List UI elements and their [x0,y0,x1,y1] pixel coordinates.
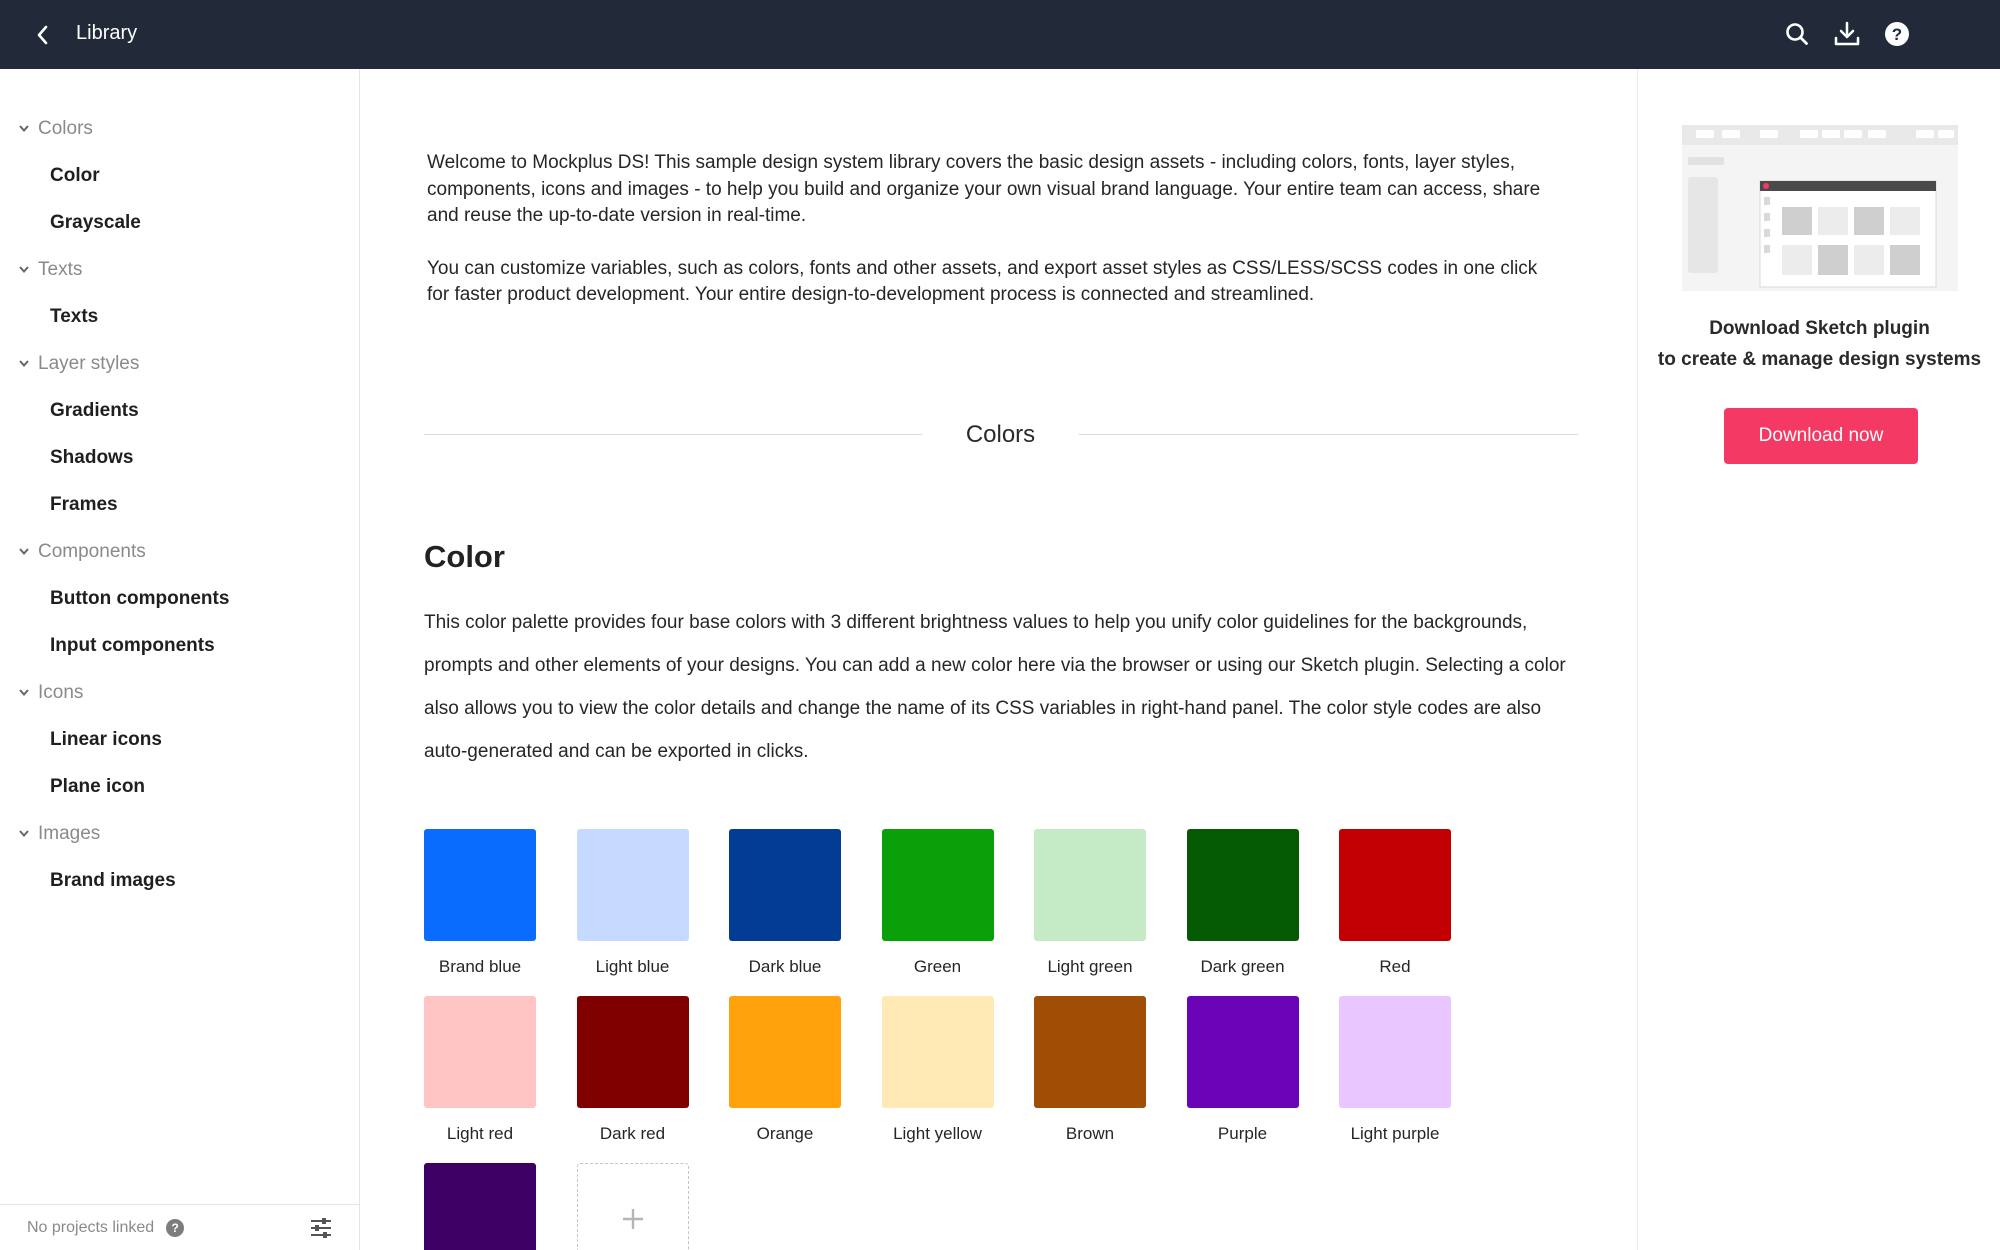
group-label: Texts [38,258,83,280]
swatch-label: Red [1379,957,1411,976]
swatch-label: Green [913,957,962,976]
right-panel [1637,69,2000,1250]
intro-text [427,150,1547,309]
swatch-chip [1339,996,1451,1108]
plugin-promo-title [1638,313,2000,375]
group-layer-styles[interactable] [0,340,359,387]
swatch-chip [1187,829,1299,941]
sidebar-item-linear-icons[interactable]: Linear icons [50,729,162,750]
color-swatch[interactable] [424,996,536,1144]
help-icon[interactable]: ? [166,1219,184,1237]
svg-text:?: ? [1891,25,1903,44]
group-label: Components [38,540,146,562]
swatch-chip [729,996,841,1108]
swatch-label: Brand blue [438,957,522,976]
swatch-label: Light purple [1350,1124,1440,1143]
swatch-chip [577,829,689,941]
section-title: Colors [965,421,1036,448]
sidebar-item-color[interactable]: Color [50,165,100,186]
swatch-label: Dark green [1200,957,1285,976]
group-label: Layer styles [38,352,140,374]
intro-paragraph: Welcome to Mockplus DS! This sample design system library covers the basic design assets - including colors, fonts, layer styles, components, icons and images - to help you build and organize your own visual brand language. Your entire team can access, share and reuse the up-to-date version in real-time. [427,152,1541,226]
sidebar-item-input-components[interactable]: Input components [50,635,215,656]
page-title: Library [76,22,138,44]
color-swatch[interactable] [424,1163,536,1250]
swatch-chip [1034,996,1146,1108]
group-label: Colors [38,117,93,139]
divider-line [424,434,922,435]
group-components[interactable] [0,528,359,575]
sidebar-nav [0,69,359,904]
chevron-down-icon [18,828,30,840]
group-images[interactable] [0,810,359,857]
divider-line [1079,434,1578,435]
color-swatch[interactable] [882,829,994,977]
swatch-chip [1187,996,1299,1108]
color-swatch[interactable] [577,996,689,1144]
chevron-down-icon [18,123,30,135]
sidebar [0,69,360,1250]
chevron-down-icon [18,358,30,370]
add-color-button[interactable] [577,1163,689,1250]
color-swatch[interactable] [882,996,994,1144]
sketch-plugin-illustration [1682,125,1958,291]
color-swatch[interactable] [1339,829,1451,977]
download-icon[interactable] [1832,18,1862,50]
back-icon[interactable] [28,20,58,50]
sidebar-item-button-components[interactable]: Button components [50,588,230,609]
main-content [361,69,1637,1250]
swatch-chip [1034,829,1146,941]
swatch-chip [577,996,689,1108]
group-icons[interactable] [0,669,359,716]
color-swatch[interactable] [1187,996,1299,1144]
sidebar-item-gradients[interactable]: Gradients [50,400,139,421]
top-icons [1782,18,1912,50]
swatch-chip [424,1163,536,1250]
group-colors[interactable] [0,105,359,152]
color-swatch[interactable] [1187,829,1299,977]
sidebar-item-frames[interactable]: Frames [50,494,118,515]
swatch-label: Light blue [595,957,670,976]
chevron-down-icon [18,264,30,276]
projects-status: No projects linked [27,1218,155,1236]
sidebar-item-brand-images[interactable]: Brand images [50,870,176,891]
top-bar [0,0,2000,69]
color-swatch[interactable] [1034,996,1146,1144]
swatch-label: Light red [446,1124,514,1143]
color-swatch[interactable] [577,829,689,977]
plugin-promo-line: to create & manage design systems [1657,349,1982,370]
swatch-label: Dark red [599,1124,666,1143]
swatch-chip [729,829,841,941]
swatch-chip [882,829,994,941]
group-label: Images [38,822,101,844]
swatch-label: Light yellow [893,1124,982,1143]
plus-icon [577,1163,689,1250]
swatch-chip [882,996,994,1108]
color-heading: Color [424,539,505,574]
section-divider [424,419,1578,449]
group-texts[interactable] [0,246,359,293]
settings-sliders-icon[interactable] [309,1217,333,1239]
group-label: Icons [38,681,84,703]
color-swatch[interactable] [729,996,841,1144]
sidebar-footer [0,1204,359,1250]
color-swatch[interactable] [1034,829,1146,977]
swatch-chip [424,829,536,941]
color-swatch[interactable] [424,829,536,977]
search-icon[interactable] [1782,18,1812,50]
sidebar-item-plane-icon[interactable]: Plane icon [50,776,146,797]
swatch-label: Purple [1217,1124,1268,1143]
swatch-chip [1339,829,1451,941]
plugin-promo-line: Download Sketch plugin [1709,318,1930,339]
download-now-button[interactable]: Download now [1724,408,1918,464]
chevron-down-icon [18,546,30,558]
sidebar-item-shadows[interactable]: Shadows [50,447,134,468]
chevron-down-icon [18,687,30,699]
swatch-chip [424,996,536,1108]
swatch-label: Orange [756,1124,814,1143]
swatch-label: Light green [1047,957,1133,976]
help-icon[interactable] [1882,18,1912,50]
swatch-label: Brown [1065,1124,1115,1143]
intro-paragraph: You can customize variables, such as colors, fonts and other assets, and export asset styles as CSS/LESS/SCSS codes in one click for faster product development. Your entire design-to-development process is connected and streamlined. [427,257,1538,305]
sidebar-item-grayscale[interactable]: Grayscale [50,212,141,233]
color-swatch[interactable] [729,829,841,977]
color-swatch[interactable] [1339,996,1451,1144]
swatch-label: Dark blue [748,957,822,976]
color-description: This color palette provides four base colors with 3 different brightness values to help you unify color guidelines for the backgrounds, prompts and other elements of your designs. You can add a new color here via the browser or using our Sketch plugin. Selecting a color also allows you to view the color details and change the name of its CSS variables in right-hand panel. The color style codes are also auto-generated and can be exported in clicks. [424,612,1566,762]
sidebar-item-texts[interactable]: Texts [50,306,99,327]
